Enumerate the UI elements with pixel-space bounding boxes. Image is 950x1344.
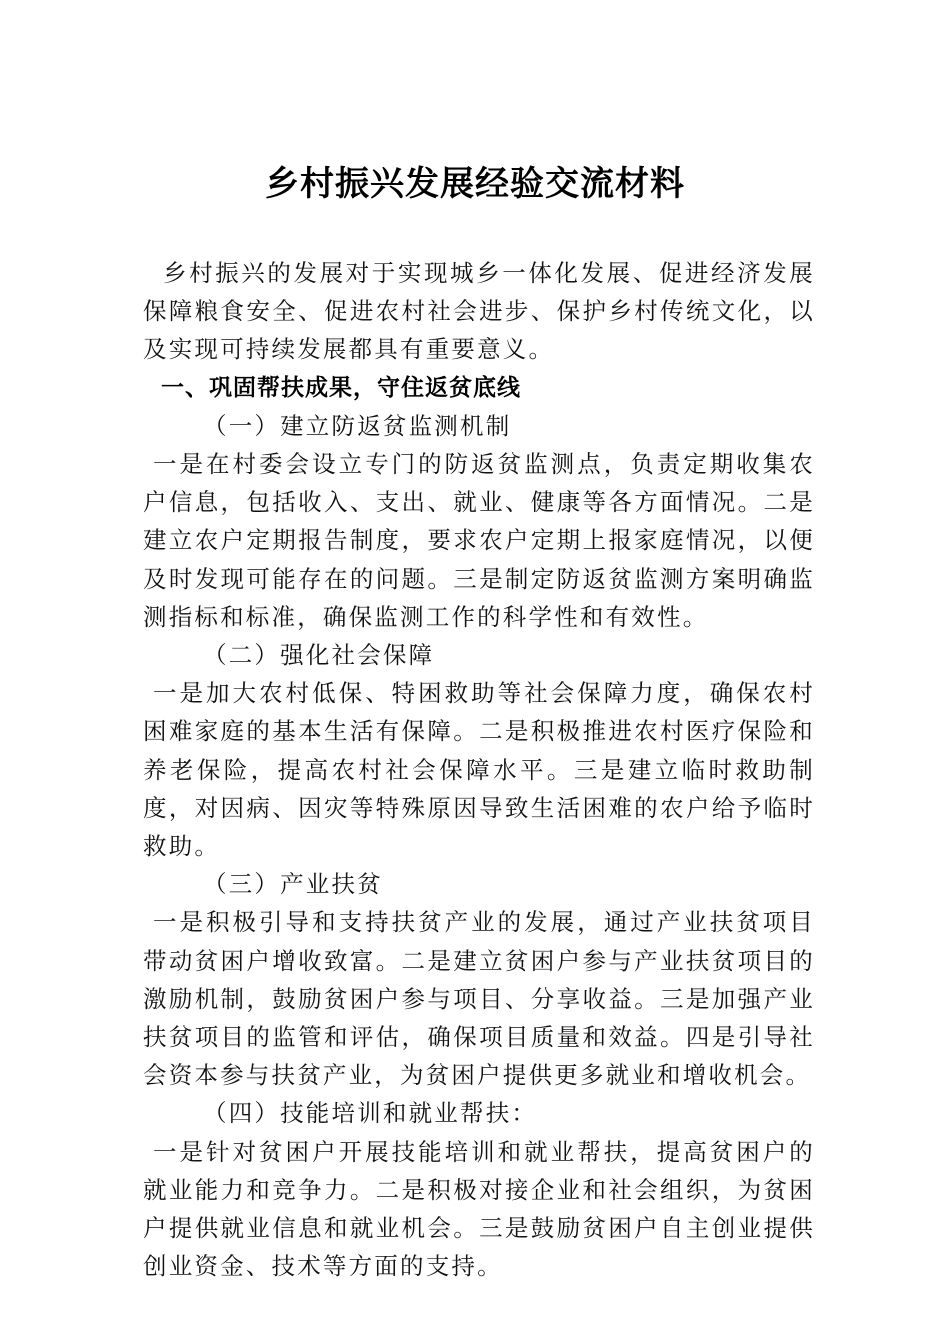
subsection-paragraph: 一是在村委会设立专门的防返贫监测点，负责定期收集农户信息，包括收入、支出、就业、健康等各方面情况。二是建立农户定期报告制度，要求农户定期上报家庭情况，以便及时发现可能存在的问题。三是制定防返贫监测方案明确监测指标和标准，确保监测工作的科学性和有效性。: [143, 450, 815, 631]
subsection-heading: （一）建立防返贫监测机制: [203, 411, 512, 440]
subsection-heading: （二）强化社会保障: [203, 641, 435, 670]
document-body: [143, 254, 815, 1285]
subsection-heading: （四）技能培训和就业帮扶：: [203, 1099, 538, 1128]
section-heading: 一、巩固帮扶成果，守住返贫底线: [161, 374, 521, 401]
subsection-paragraph: 一是积极引导和支持扶贫产业的发展，通过产业扶贫项目带动贫困户增收致富。二是建立贫困户参与产业扶贫项目的激励机制，鼓励贫困户参与项目、分享收益。三是加强产业扶贫项目的监管和评估，确保项目质量和效益。四是引导社会资本参与扶贫产业，为贫困户提供更多就业和增收机会。: [143, 908, 815, 1090]
page-title: 乡村振兴发展经验交流材料: [265, 164, 685, 204]
subsection-paragraph: 一是针对贫困户开展技能培训和就业帮扶，提高贫困户的就业能力和竞争力。二是积极对接企业和社会组织，为贫困户提供就业信息和就业机会。三是鼓励贫困户自主创业提供创业资金、技术等方面的支持。: [143, 1137, 815, 1281]
intro-paragraph: 乡村振兴的发展对于实现城乡一体化发展、促进经济发展保障粮食安全、促进农村社会进步、保护乡村传统文化，以及实现可持续发展都具有重要意义。: [143, 259, 815, 364]
subsection-paragraph: 一是加大农村低保、特困救助等社会保障力度，确保农村困难家庭的基本生活有保障。二是积极推进农村医疗保险和养老保险，提高农村社会保障水平。三是建立临时救助制度，对因病、因灾等特殊原因导致生活困难的农户给予临时救助。: [143, 679, 815, 861]
subsection-heading: （三）产业扶贫: [203, 870, 383, 899]
